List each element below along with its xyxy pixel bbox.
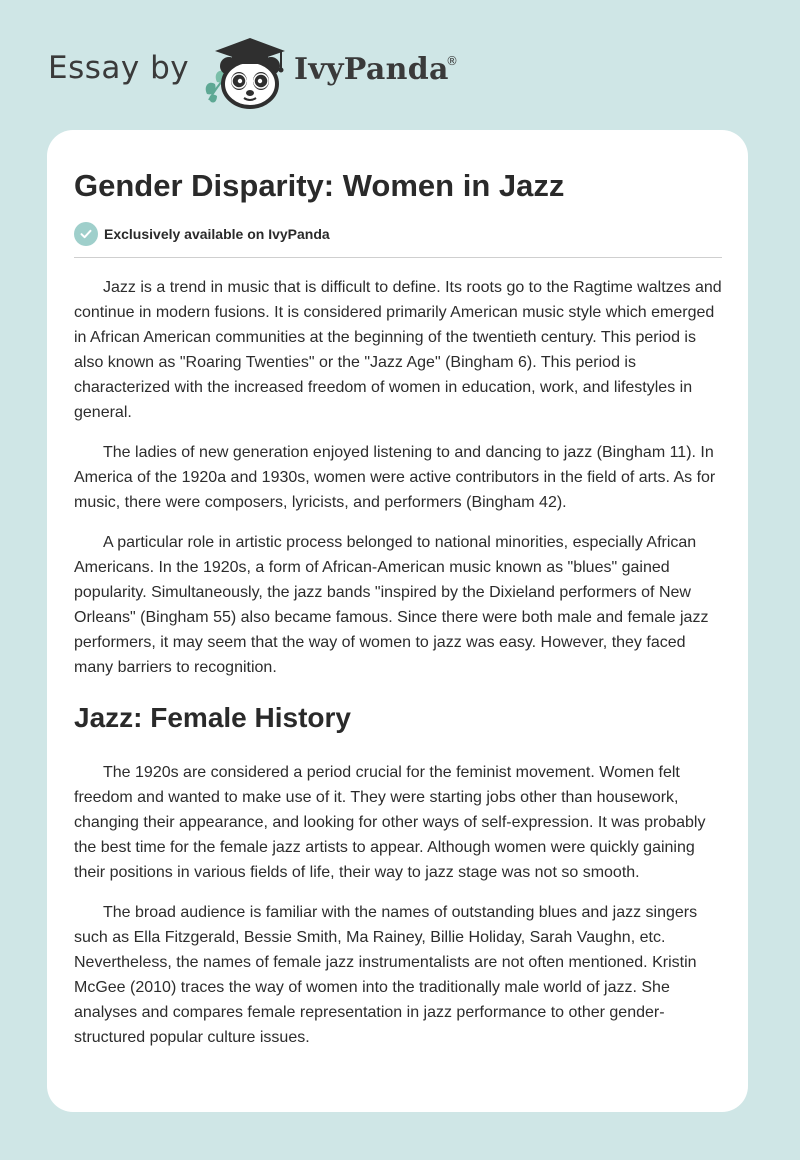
brand-prefix: Essay by bbox=[48, 50, 190, 86]
essay-title: Gender Disparity: Women in Jazz bbox=[74, 168, 565, 203]
body-paragraph: The 1920s are considered a period crucial for the feminist movement. Women felt freedom and wanted to make use of it. They were starting jobs other than housework, changing their appearance, and looking for other ways of self-expression. It was probably the best time for the female jazz artists to appear. Although women were quickly gaining their positions in various fields of life, their way to jazz stage was not so smooth. bbox=[74, 764, 706, 881]
exclusive-badge bbox=[74, 221, 722, 247]
body-paragraph: The broad audience is familiar with the names of outstanding blues and jazz singers such as Ella Fitzgerald, Bessie Smith, Ma Rainey, Billie Holiday, Sarah Vaughn, etc. Nevertheless, the names of female jazz instrumentalists are not often mentioned. Kristin McGee (2010) traces the way of women into the traditionally male world of jazz. She analyses and compares female representation in jazz performance to other gender-structured popular culture issues. bbox=[74, 904, 698, 1046]
site-header bbox=[48, 30, 508, 110]
panda-logo-icon[interactable] bbox=[203, 34, 291, 110]
exclusive-label: Exclusively available on IvyPanda bbox=[104, 226, 330, 242]
section-heading: Jazz: Female History bbox=[74, 702, 351, 733]
brand-name[interactable]: IvyPanda bbox=[294, 52, 449, 87]
essay-card bbox=[47, 130, 748, 1112]
body-paragraph: The ladies of new generation enjoyed listening to and dancing to jazz (Bingham 11). In America of the 1920a and 1930s, women were active contributors in the field of arts. As for music, there were composers, lyricists, and performers (Bingham 42). bbox=[74, 444, 716, 511]
body-paragraph: A particular role in artistic process belonged to national minorities, especially African Americans. In the 1920s, a form of African-American music known as "blues" gained popularity. Simultaneously, the jazz bands "inspired by the Dixieland performers of New Orleans" (Bingham 55) also became famous. Since there were both male and female jazz performers, it may seem that the way of women to jazz was easy. However, they faced many barriers to recognition. bbox=[74, 534, 709, 676]
registered-mark: ® bbox=[446, 54, 458, 68]
check-circle-icon bbox=[74, 222, 98, 246]
title-divider bbox=[74, 257, 722, 258]
body-paragraph: Jazz is a trend in music that is difficult to define. Its roots go to the Ragtime waltzes and continue in modern fusions. It is considered primarily American music style which emerged in African American communities at the beginning of the twentieth century. This period is also known as "Roaring Twenties" or the "Jazz Age" (Bingham 6). This period is characterized with the increased freedom of women in education, work, and lifestyles in general. bbox=[74, 279, 722, 421]
